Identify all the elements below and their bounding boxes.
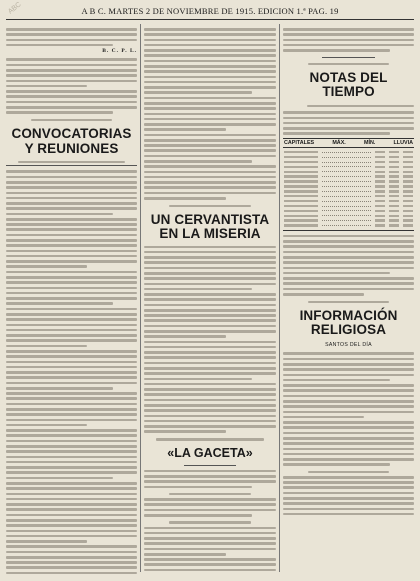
section-kicker: SANTOS DEL DÍA (325, 342, 372, 349)
table-row (284, 166, 413, 169)
table-row (284, 224, 413, 227)
section-kicker (283, 105, 414, 108)
column-rule (140, 24, 141, 572)
watermark-stamp: ABC (7, 1, 23, 16)
article-text (144, 246, 276, 433)
table-row (284, 161, 413, 164)
article-text (283, 111, 414, 135)
article-signature: B. C. P. L. (102, 48, 137, 55)
col-header-min: MÍN. (363, 139, 376, 146)
table-row (284, 210, 413, 213)
article-text (283, 28, 414, 52)
article-text (144, 470, 276, 574)
newspaper-page (6, 1, 414, 577)
section-kicker (283, 63, 414, 66)
col-header-max: MÁX. (332, 139, 346, 146)
col-header-rain: LLUVIA (393, 139, 413, 146)
article-text (6, 170, 137, 574)
weather-table-header (283, 139, 414, 148)
column-3 (283, 24, 414, 574)
table-row (284, 190, 413, 193)
running-header (6, 4, 414, 20)
table-row (284, 175, 413, 178)
article-text (6, 28, 137, 46)
table-row (284, 171, 413, 174)
divider (322, 57, 374, 58)
section-kicker (6, 119, 137, 122)
table-row (284, 195, 413, 198)
section-headline: CONVOCATORIAS Y REUNIONES (11, 126, 132, 156)
section-kicker (144, 205, 276, 208)
table-row (284, 205, 413, 208)
column-1 (6, 24, 137, 574)
section-headline: «LA GACETA» (167, 445, 253, 460)
article-text (144, 28, 276, 200)
section-headline: NOTAS DEL TIEMPO (309, 70, 388, 100)
section-kicker (144, 438, 276, 441)
column-rule (279, 24, 280, 572)
article-text (283, 352, 414, 515)
running-head-text: A B C. MARTES 2 DE NOVIEMBRE DE 1915. EDICION 1.ª PAG. 19 (81, 6, 339, 16)
col-header-cities: CAPITALES (284, 139, 315, 146)
column-2 (144, 24, 276, 574)
weather-table (283, 138, 414, 231)
article-text (6, 58, 137, 113)
table-row (284, 215, 413, 218)
weather-table-rows (283, 148, 414, 230)
divider (184, 465, 237, 466)
section-headline: UN CERVANTISTA EN LA MISERIA (150, 212, 270, 242)
table-row (284, 200, 413, 203)
table-row (284, 185, 413, 188)
table-row (284, 180, 413, 183)
section-kicker (6, 161, 137, 167)
section-kicker (283, 301, 414, 304)
table-row (284, 151, 413, 154)
article-text (283, 235, 414, 296)
table-row (284, 219, 413, 222)
table-row (284, 156, 413, 159)
section-headline: INFORMACIÓN RELIGIOSA (299, 308, 398, 338)
